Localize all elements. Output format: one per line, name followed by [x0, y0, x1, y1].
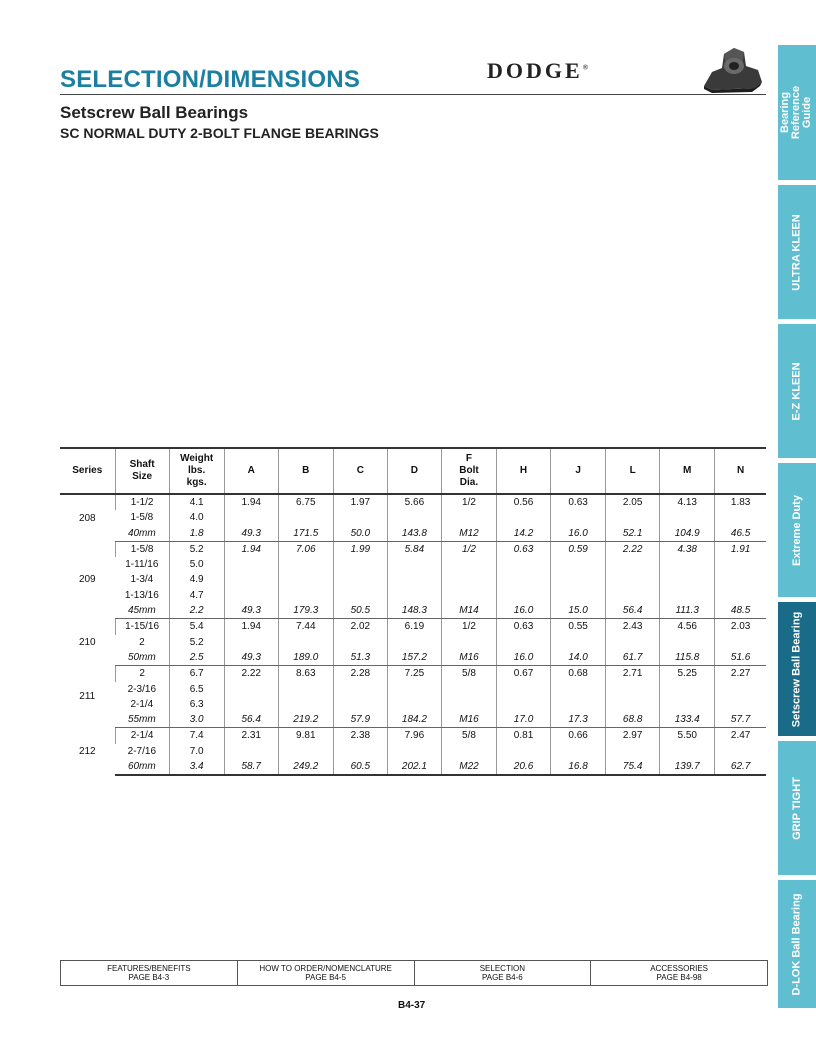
dim-m-cell: 4.13 [660, 494, 715, 510]
weight-cell: 2.5 [169, 650, 224, 666]
shaft-size-cell: 2-1/4 [115, 728, 169, 744]
dim-j-cell: 0.55 [551, 619, 606, 635]
header-l: L [606, 448, 660, 494]
weight-cell: 4.9 [169, 572, 224, 587]
dim-b-cell [278, 635, 333, 650]
weight-cell: 3.0 [169, 712, 224, 728]
dim-b-cell [278, 697, 333, 712]
dim-h-cell [497, 635, 551, 650]
dim-c-cell [333, 682, 387, 697]
dim-m-cell: 104.9 [660, 526, 715, 542]
dim-l-cell: 2.71 [606, 666, 660, 682]
dim-n-cell [715, 557, 766, 572]
dim-b-cell: 189.0 [278, 650, 333, 666]
dim-j-cell [551, 635, 606, 650]
weight-cell: 5.0 [169, 557, 224, 572]
dim-f-cell [441, 510, 496, 525]
dim-j-cell [551, 588, 606, 603]
footer-nav [60, 960, 768, 986]
dim-a-cell: 49.3 [224, 603, 278, 619]
dim-l-cell: 2.05 [606, 494, 660, 510]
dim-f-cell: 5/8 [441, 728, 496, 744]
dim-f-cell [441, 682, 496, 697]
dim-c-cell: 50.5 [333, 603, 387, 619]
weight-cell: 4.7 [169, 588, 224, 603]
dim-l-cell [606, 510, 660, 525]
dim-l-cell: 52.1 [606, 526, 660, 542]
dim-d-cell: 6.19 [387, 619, 441, 635]
table-row [60, 557, 766, 572]
dim-h-cell: 16.0 [497, 650, 551, 666]
table-row [60, 619, 766, 635]
dim-c-cell [333, 635, 387, 650]
dimensions-table [60, 447, 766, 776]
dim-a-cell [224, 510, 278, 525]
dim-j-cell: 16.0 [551, 526, 606, 542]
dim-n-cell: 2.27 [715, 666, 766, 682]
dim-f-cell: M14 [441, 603, 496, 619]
dim-a-cell: 56.4 [224, 712, 278, 728]
tab-label: E-Z KLEEN [790, 361, 803, 421]
dim-n-cell: 62.7 [715, 759, 766, 775]
dim-c-cell: 2.02 [333, 619, 387, 635]
dim-m-cell [660, 557, 715, 572]
dim-l-cell [606, 697, 660, 712]
dim-n-cell [715, 744, 766, 759]
table-row [60, 682, 766, 697]
tab-label: Setscrew Ball Bearing [790, 611, 803, 727]
dim-d-cell [387, 682, 441, 697]
dim-l-cell [606, 588, 660, 603]
dim-j-cell: 17.3 [551, 712, 606, 728]
dim-c-cell [333, 510, 387, 525]
dim-h-cell: 14.2 [497, 526, 551, 542]
weight-cell: 3.4 [169, 759, 224, 775]
tab-d-lok-ball-bearing[interactable] [778, 880, 816, 1008]
dim-b-cell [278, 572, 333, 587]
dim-h-cell [497, 557, 551, 572]
weight-cell: 7.0 [169, 744, 224, 759]
dim-l-cell: 2.43 [606, 619, 660, 635]
dim-f-cell [441, 572, 496, 587]
header-a: A [224, 448, 278, 494]
dim-n-cell [715, 572, 766, 587]
dim-f-cell: 1/2 [441, 541, 496, 557]
weight-cell: 6.7 [169, 666, 224, 682]
weight-cell: 4.1 [169, 494, 224, 510]
dim-d-cell: 202.1 [387, 759, 441, 775]
dim-a-cell: 2.22 [224, 666, 278, 682]
dim-b-cell: 7.44 [278, 619, 333, 635]
dim-j-cell: 16.8 [551, 759, 606, 775]
dim-j-cell [551, 572, 606, 587]
dim-n-cell: 2.03 [715, 619, 766, 635]
dim-d-cell [387, 588, 441, 603]
series-cell: 210 [78, 636, 96, 648]
weight-cell: 5.2 [169, 541, 224, 557]
table-row [60, 588, 766, 603]
dim-d-cell [387, 510, 441, 525]
dim-b-cell: 219.2 [278, 712, 333, 728]
tab-label: GRIP TIGHT [790, 776, 803, 840]
footer-link-features-benefits[interactable]: FEATURES/BENEFITS PAGE B4-3 [107, 964, 191, 982]
dim-f-cell: M22 [441, 759, 496, 775]
dim-f-cell: 1/2 [441, 619, 496, 635]
table-row [60, 759, 766, 775]
table-body [60, 494, 766, 775]
shaft-size-cell: 2-7/16 [127, 745, 157, 757]
dim-h-cell: 0.63 [497, 619, 551, 635]
dim-f-cell: M16 [441, 712, 496, 728]
dim-n-cell: 48.5 [715, 603, 766, 619]
dim-d-cell: 7.25 [387, 666, 441, 682]
dim-b-cell: 8.63 [278, 666, 333, 682]
table-row [60, 572, 766, 587]
footer-link-accessories[interactable]: ACCESSORIES PAGE B4-98 [590, 961, 767, 985]
dim-m-cell: 5.25 [660, 666, 715, 682]
table-row [60, 650, 766, 666]
dim-a-cell: 49.3 [224, 650, 278, 666]
tab-bearing-reference-guide[interactable] [778, 45, 816, 180]
dim-b-cell: 9.81 [278, 728, 333, 744]
dim-c-cell [333, 697, 387, 712]
weight-cell: 6.3 [169, 697, 224, 712]
dim-c-cell: 2.38 [333, 728, 387, 744]
dim-n-cell: 2.47 [715, 728, 766, 744]
dim-a-cell: 1.94 [224, 619, 278, 635]
dim-f-cell: M16 [441, 650, 496, 666]
dim-d-cell [387, 557, 441, 572]
dim-c-cell [333, 557, 387, 572]
logo-text: DODGE [487, 58, 583, 83]
dim-a-cell [224, 588, 278, 603]
shaft-size-cell: 60mm [115, 759, 169, 775]
header-f-bolt-dia: F Bolt Dia. [441, 448, 496, 494]
dim-l-cell [606, 557, 660, 572]
shaft-size-cell: 2-3/16 [127, 683, 157, 695]
shaft-size-cell: 1-1/2 [115, 494, 169, 510]
dim-j-cell: 14.0 [551, 650, 606, 666]
series-cell: 209 [78, 574, 96, 586]
shaft-size-cell: 1-15/16 [115, 619, 169, 635]
header-m: M [660, 448, 715, 494]
dim-l-cell [606, 572, 660, 587]
dim-c-cell: 50.0 [333, 526, 387, 542]
dim-n-cell [715, 682, 766, 697]
dim-b-cell [278, 557, 333, 572]
dim-n-cell [715, 510, 766, 525]
dim-j-cell [551, 682, 606, 697]
dim-a-cell: 2.31 [224, 728, 278, 744]
dim-h-cell: 0.81 [497, 728, 551, 744]
dim-h-cell [497, 744, 551, 759]
dim-j-cell [551, 510, 606, 525]
dim-m-cell [660, 744, 715, 759]
dim-b-cell [278, 682, 333, 697]
shaft-size-cell: 1-3/4 [130, 574, 154, 586]
shaft-size-cell: 40mm [115, 526, 169, 542]
table-row [60, 603, 766, 619]
shaft-size-cell: 1-5/8 [115, 541, 169, 557]
dim-j-cell: 0.59 [551, 541, 606, 557]
dim-m-cell: 115.8 [660, 650, 715, 666]
shaft-size-cell: 50mm [115, 650, 169, 666]
footer-link-selection[interactable]: SELECTION PAGE B4-6 [414, 961, 591, 985]
dim-a-cell [224, 744, 278, 759]
weight-cell: 5.2 [169, 635, 224, 650]
table-row [60, 510, 766, 525]
dim-d-cell: 184.2 [387, 712, 441, 728]
dim-a-cell [224, 572, 278, 587]
header-rule [60, 94, 766, 95]
shaft-size-cell: 1-11/16 [125, 559, 159, 571]
dim-n-cell: 1.91 [715, 541, 766, 557]
dim-j-cell [551, 744, 606, 759]
dim-b-cell: 7.06 [278, 541, 333, 557]
weight-cell: 4.0 [169, 510, 224, 525]
header-n: N [715, 448, 766, 494]
dim-c-cell: 60.5 [333, 759, 387, 775]
page-title: SELECTION/DIMENSIONS [60, 66, 361, 93]
dim-c-cell: 2.28 [333, 666, 387, 682]
dim-d-cell [387, 744, 441, 759]
registered-mark: ® [582, 63, 588, 72]
dim-f-cell: M12 [441, 526, 496, 542]
dim-j-cell: 0.68 [551, 666, 606, 682]
dim-c-cell [333, 588, 387, 603]
dim-b-cell: 179.3 [278, 603, 333, 619]
dim-c-cell: 1.97 [333, 494, 387, 510]
section-subtitle: Setscrew Ball Bearings [60, 103, 249, 122]
dim-d-cell [387, 697, 441, 712]
dim-a-cell: 49.3 [224, 526, 278, 542]
dim-m-cell [660, 588, 715, 603]
series-cell: 212 [78, 746, 96, 757]
dim-c-cell: 57.9 [333, 712, 387, 728]
dim-f-cell [441, 697, 496, 712]
dim-d-cell: 5.66 [387, 494, 441, 510]
table-row [60, 744, 766, 759]
dim-d-cell: 143.8 [387, 526, 441, 542]
table-row [60, 712, 766, 728]
dim-b-cell [278, 588, 333, 603]
weight-cell: 5.4 [169, 619, 224, 635]
dim-m-cell: 4.56 [660, 619, 715, 635]
header-c: C [333, 448, 387, 494]
header-b: B [278, 448, 333, 494]
header-series: Series [60, 448, 115, 494]
dim-h-cell: 16.0 [497, 603, 551, 619]
dim-h-cell [497, 510, 551, 525]
dim-d-cell [387, 572, 441, 587]
dim-m-cell: 139.7 [660, 759, 715, 775]
dim-n-cell: 51.6 [715, 650, 766, 666]
dim-l-cell: 75.4 [606, 759, 660, 775]
dim-b-cell: 249.2 [278, 759, 333, 775]
dim-l-cell [606, 635, 660, 650]
dim-m-cell [660, 635, 715, 650]
dim-j-cell: 0.66 [551, 728, 606, 744]
dim-m-cell [660, 510, 715, 525]
dim-b-cell: 6.75 [278, 494, 333, 510]
table-row [60, 635, 766, 650]
tab-ez-kleen[interactable] [778, 324, 816, 458]
dim-h-cell [497, 588, 551, 603]
header-shaft-size: Shaft Size [115, 448, 169, 494]
pillow-block-bearing-image [700, 44, 766, 94]
dim-d-cell: 7.96 [387, 728, 441, 744]
dim-d-cell [387, 635, 441, 650]
shaft-size-cell: 1-13/16 [124, 589, 159, 601]
header-h: H [497, 448, 551, 494]
dim-j-cell: 15.0 [551, 603, 606, 619]
weight-cell: 2.2 [169, 603, 224, 619]
dim-h-cell: 0.56 [497, 494, 551, 510]
dim-l-cell [606, 682, 660, 697]
shaft-size-cell: 2 [115, 666, 169, 682]
series-cell: 211 [79, 691, 96, 703]
dim-m-cell: 111.3 [660, 603, 715, 619]
tab-setscrew-ball-bearing[interactable] [778, 602, 816, 736]
dim-m-cell [660, 682, 715, 697]
dim-l-cell: 61.7 [606, 650, 660, 666]
dim-f-cell [441, 588, 496, 603]
table-header-row [60, 448, 766, 494]
dim-l-cell [606, 744, 660, 759]
dim-l-cell: 2.22 [606, 541, 660, 557]
dim-j-cell [551, 557, 606, 572]
dim-f-cell [441, 557, 496, 572]
dim-h-cell: 17.0 [497, 712, 551, 728]
dim-n-cell [715, 635, 766, 650]
dim-m-cell [660, 572, 715, 587]
dim-b-cell: 171.5 [278, 526, 333, 542]
dim-f-cell [441, 744, 496, 759]
table-row [60, 697, 766, 712]
shaft-size-cell: 2-1/4 [130, 698, 154, 710]
header-d: D [387, 448, 441, 494]
weight-cell: 1.8 [169, 526, 224, 542]
dim-h-cell: 0.67 [497, 666, 551, 682]
dim-m-cell: 133.4 [660, 712, 715, 728]
header-j: J [551, 448, 606, 494]
table-row [60, 728, 766, 744]
product-subtitle: SC NORMAL DUTY 2-BOLT FLANGE BEARINGS [60, 125, 379, 141]
tab-label: ULTRA KLEEN [790, 213, 803, 291]
dim-b-cell [278, 744, 333, 759]
dim-d-cell: 5.84 [387, 541, 441, 557]
tab-ultra-kleen[interactable] [778, 185, 816, 319]
dim-h-cell [497, 682, 551, 697]
weight-cell: 6.5 [169, 682, 224, 697]
dim-j-cell [551, 697, 606, 712]
table-row [60, 541, 766, 557]
dim-a-cell [224, 635, 278, 650]
dim-c-cell [333, 572, 387, 587]
table-row [60, 666, 766, 682]
dim-n-cell: 1.83 [715, 494, 766, 510]
dim-l-cell: 56.4 [606, 603, 660, 619]
dim-m-cell: 5.50 [660, 728, 715, 744]
dim-d-cell: 148.3 [387, 603, 441, 619]
shaft-size-cell: 1-5/8 [130, 512, 154, 524]
weight-cell: 7.4 [169, 728, 224, 744]
dim-j-cell: 0.63 [551, 494, 606, 510]
dim-h-cell: 20.6 [497, 759, 551, 775]
dim-b-cell [278, 510, 333, 525]
tab-extreme-duty[interactable] [778, 463, 816, 597]
dim-a-cell: 1.94 [224, 494, 278, 510]
dim-n-cell [715, 588, 766, 603]
dim-n-cell [715, 697, 766, 712]
dim-m-cell [660, 697, 715, 712]
dim-f-cell: 5/8 [441, 666, 496, 682]
footer-link-how-to-order[interactable]: HOW TO ORDER/NOMENCLATURE PAGE B4-5 [237, 961, 414, 985]
dim-f-cell [441, 635, 496, 650]
dim-l-cell: 68.8 [606, 712, 660, 728]
table-row [60, 494, 766, 510]
dim-h-cell: 0.63 [497, 541, 551, 557]
dim-c-cell [333, 744, 387, 759]
series-cell: 208 [78, 512, 96, 524]
dim-m-cell: 4.38 [660, 541, 715, 557]
table-row [60, 526, 766, 542]
tab-label: Bearing Reference Guide [779, 85, 814, 140]
shaft-size-cell: 2 [139, 636, 145, 648]
dim-a-cell [224, 557, 278, 572]
dim-n-cell: 57.7 [715, 712, 766, 728]
header-weight: Weight lbs. kgs. [169, 448, 224, 494]
dim-c-cell: 1.99 [333, 541, 387, 557]
dim-c-cell: 51.3 [333, 650, 387, 666]
dim-l-cell: 2.97 [606, 728, 660, 744]
dim-a-cell: 58.7 [224, 759, 278, 775]
shaft-size-cell: 45mm [115, 603, 169, 619]
dim-f-cell: 1/2 [441, 494, 496, 510]
dim-d-cell: 157.2 [387, 650, 441, 666]
dim-a-cell [224, 697, 278, 712]
dim-n-cell: 46.5 [715, 526, 766, 542]
tab-label: Extreme Duty [790, 494, 803, 566]
tab-label: D-LOK Ball Bearing [790, 892, 803, 996]
dim-h-cell [497, 697, 551, 712]
page-number: B4-37 [398, 1000, 426, 1011]
dim-h-cell [497, 572, 551, 587]
shaft-size-cell: 55mm [115, 712, 169, 728]
tab-grip-tight[interactable] [778, 741, 816, 875]
dim-a-cell [224, 682, 278, 697]
dodge-logo [487, 58, 588, 84]
dim-a-cell: 1.94 [224, 541, 278, 557]
